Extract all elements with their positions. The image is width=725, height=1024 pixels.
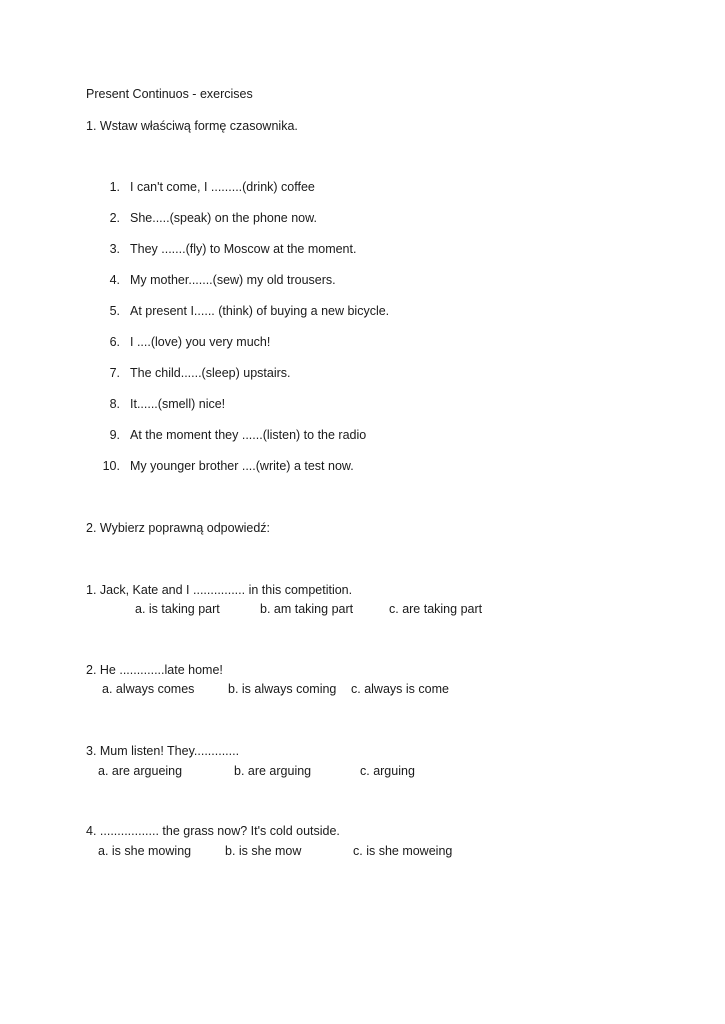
answer-option: c. are taking part: [389, 602, 483, 616]
item-text: At present I...... (think) of buying a new bicycle.: [130, 304, 390, 318]
answer-option: b. is she mow: [225, 844, 302, 858]
item-text: My younger brother ....(write) a test now.: [130, 459, 354, 473]
item-text: She.....(speak) on the phone now.: [130, 211, 317, 225]
section-2-heading: 2. Wybierz poprawną odpowiedź:: [86, 521, 271, 535]
answer-option: b. are arguing: [234, 764, 312, 778]
item-number: 6.: [109, 335, 120, 349]
item-number: 2.: [109, 211, 120, 225]
answer-option: a. is she mowing: [98, 844, 192, 858]
item-text: I can't come, I .........(drink) coffee: [130, 180, 315, 194]
question-text: 3. Mum listen! They.............: [86, 744, 240, 758]
item-text: It......(smell) nice!: [130, 397, 226, 411]
item-text: At the moment they ......(listen) to the radio: [130, 428, 367, 442]
answer-option: a. is taking part: [135, 602, 220, 616]
item-text: They .......(fly) to Moscow at the moment.: [130, 242, 357, 256]
question-text: 2. He .............late home!: [86, 663, 223, 677]
item-number: 4.: [109, 273, 120, 287]
answer-option: b. is always coming: [228, 682, 337, 696]
question-text: 4. ................. the grass now? It's cold outside.: [86, 824, 340, 838]
answer-option: c. is she moweing: [353, 844, 453, 858]
answer-option: b. am taking part: [260, 602, 354, 616]
answer-option: c. arguing: [360, 764, 415, 778]
item-text: I ....(love) you very much!: [130, 335, 271, 349]
item-number: 8.: [109, 397, 120, 411]
page-title: Present Continuos - exercises: [86, 87, 253, 101]
item-number: 3.: [109, 242, 120, 256]
item-number: 1.: [109, 180, 120, 194]
answer-option: c. always is come: [351, 682, 449, 696]
item-text: My mother.......(sew) my old trousers.: [130, 273, 336, 287]
question-text: 1. Jack, Kate and I ............... in this competition.: [86, 583, 353, 597]
item-number: 7.: [109, 366, 120, 380]
answer-option: a. always comes: [102, 682, 195, 696]
item-number: 10.: [102, 459, 120, 473]
answer-option: a. are argueing: [98, 764, 183, 778]
item-number: 5.: [109, 304, 120, 318]
section-1-heading: 1. Wstaw właściwą formę czasownika.: [86, 119, 298, 133]
item-text: The child......(sleep) upstairs.: [130, 366, 291, 380]
item-number: 9.: [109, 428, 120, 442]
